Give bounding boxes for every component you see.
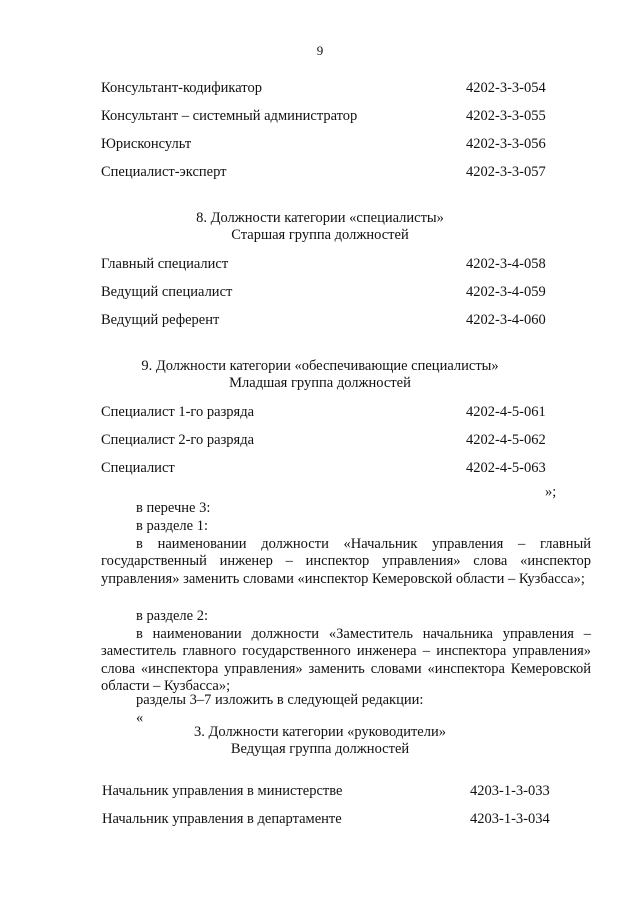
section-subtitle: Старшая группа должностей <box>231 227 409 244</box>
page-number: 9 <box>316 43 324 58</box>
amendment-paragraph-2: в наименовании должности «Заместитель начальника управления – заместитель главного государственного инженера – инспектора управления» слова «инспектора управления» заменить словами «инспектора Кемеровской области – Кузбасса»; <box>101 626 591 695</box>
amendment-section2-label: в разделе 2: <box>136 608 209 624</box>
position-title: Начальник управления в департаменте <box>102 811 342 827</box>
position-code: 4202-3-4-060 <box>466 312 546 328</box>
position-code: 4202-4-5-062 <box>466 432 546 448</box>
position-title: Консультант – системный администратор <box>101 108 358 124</box>
section-subtitle: Ведущая группа должностей <box>230 741 410 758</box>
position-code: 4202-4-5-061 <box>466 404 546 420</box>
position-title: Начальник управления в министерстве <box>102 783 343 799</box>
section-title: 3. Должности категории «руководители» <box>194 724 446 740</box>
position-title: Ведущий специалист <box>101 284 233 300</box>
position-title: Консультант-кодификатор <box>101 80 262 96</box>
position-row <box>0 811 640 831</box>
section-subtitle: Младшая группа должностей <box>229 375 411 392</box>
position-title: Специалист 1-го разряда <box>101 404 255 420</box>
amendment-section1-label: в разделе 1: <box>136 518 209 534</box>
position-row <box>0 164 640 184</box>
position-row <box>0 312 640 332</box>
position-row <box>0 783 640 803</box>
position-row <box>0 80 640 100</box>
position-title: Ведущий референт <box>101 312 220 328</box>
position-title: Юрисконсульт <box>101 136 192 152</box>
open-quote: « <box>136 710 144 726</box>
position-title: Специалист-эксперт <box>101 164 227 180</box>
position-title: Специалист 2-го разряда <box>101 432 255 448</box>
position-row <box>0 284 640 304</box>
position-row <box>0 108 640 128</box>
position-title: Главный специалист <box>101 256 229 272</box>
position-title: Специалист <box>101 460 175 476</box>
position-row <box>0 136 640 156</box>
amendment-paragraph-1: в наименовании должности «Начальник управления – главный государственный инженер – инспектор управления» слова «инспектор управления» заменить словами «инспектор Кемеровской области – Кузбасса»; <box>101 536 591 587</box>
position-code: 4202-3-3-055 <box>466 108 546 124</box>
position-code: 4203-1-3-034 <box>470 811 550 827</box>
position-code: 4202-3-3-056 <box>466 136 546 152</box>
closing-quote: »; <box>545 484 557 500</box>
position-row <box>0 404 640 424</box>
position-code: 4202-3-3-057 <box>466 164 546 180</box>
position-code: 4202-3-3-054 <box>466 80 546 96</box>
amendment-sections-line: разделы 3–7 изложить в следующей редакции: <box>136 692 424 708</box>
position-row <box>0 460 640 480</box>
section-title: 9. Должности категории «обеспечивающие специалисты» <box>141 358 499 374</box>
position-row <box>0 256 640 276</box>
position-code: 4203-1-3-033 <box>470 783 550 799</box>
amendment-list-label: в перечне 3: <box>136 500 211 516</box>
section-heading <box>0 210 640 245</box>
position-code: 4202-3-4-059 <box>466 284 546 300</box>
section-heading <box>0 358 640 393</box>
position-row <box>0 432 640 452</box>
position-code: 4202-4-5-063 <box>466 460 546 476</box>
section-title: 8. Должности категории «специалисты» <box>196 210 444 226</box>
section-heading <box>0 724 640 759</box>
position-code: 4202-3-4-058 <box>466 256 546 272</box>
